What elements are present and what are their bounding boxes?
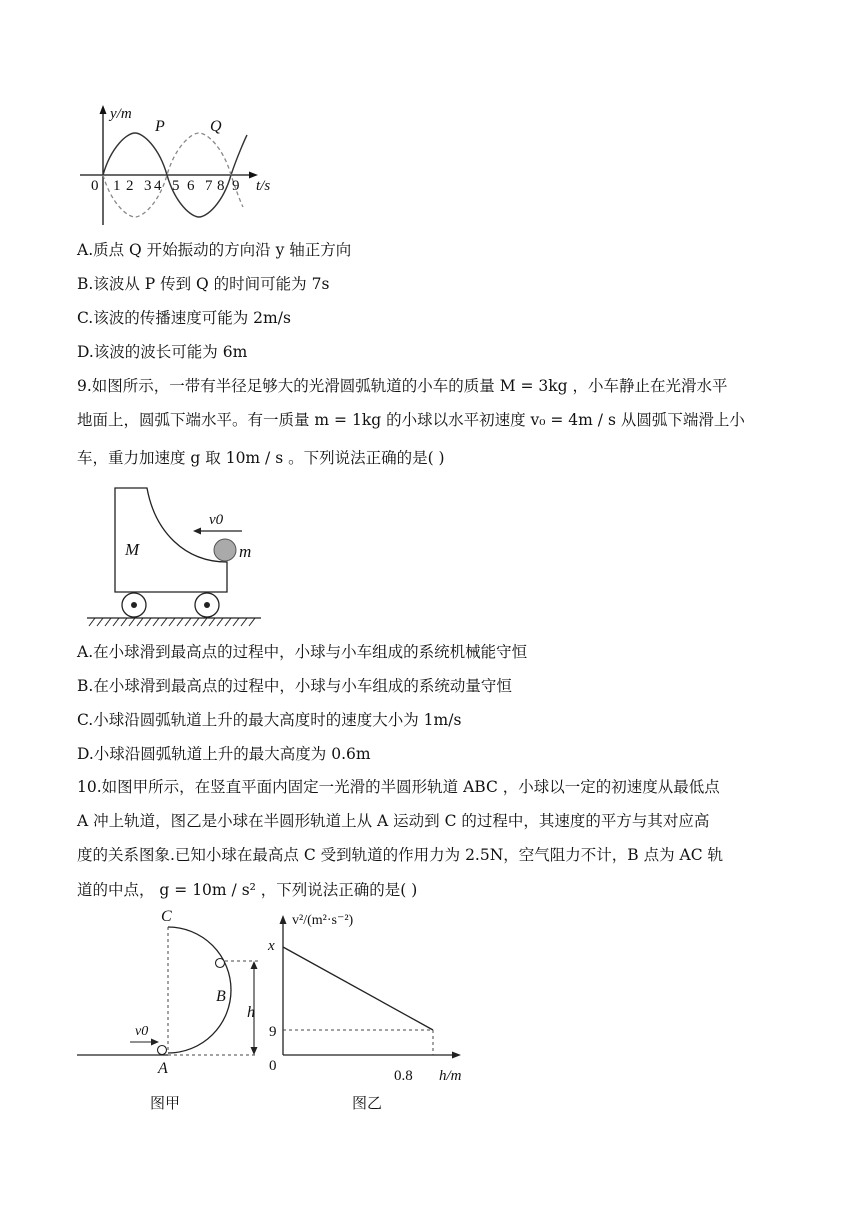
cart-figure (85, 482, 265, 632)
caption-fig-a: 图甲 (150, 1096, 181, 1112)
ball-at-b (216, 959, 225, 968)
q8-option-b: B.该波从 P 传到 Q 的时间可能为 7s (77, 275, 330, 293)
chart-label-9: 9 (269, 1024, 277, 1040)
q8-option-c: C.该波的传播速度可能为 2m/s (77, 309, 291, 327)
wheel-right-hub (204, 602, 210, 608)
velocity-label-v0: v0 (209, 512, 224, 528)
wave-tick-5: 5 (172, 178, 180, 194)
q10-stem-line-3: 度的关系图象.已知小球在最高点 C 受到轨道的作用力为 2.5N，空气阻力不计，B 点为 AC 轨 (77, 846, 724, 864)
q9-option-a: A.在小球滑到最高点的过程中，小球与小车组成的系统机械能守恒 (77, 643, 528, 661)
q9-option-d: D.小球沿圆弧轨道上升的最大高度为 0.6m (77, 745, 371, 763)
wave-figure (75, 95, 290, 230)
wave-axis-y-label: y/m (110, 106, 132, 122)
track-figure (75, 905, 275, 1115)
chart-x-arrow (452, 1052, 461, 1059)
q9-stem-line-1: 9.如图所示，一带有半径足够大的光滑圆弧轨道的小车的质量 M = 3kg ，小车静止在光滑水平 (77, 377, 728, 395)
ground-hatch (89, 618, 255, 626)
wave-tick-2: 2 (126, 178, 134, 194)
chart-label-08: 0.8 (394, 1068, 413, 1084)
q8-option-a: A.质点 Q 开始振动的方向沿 y 轴正方向 (77, 241, 352, 259)
wave-label-p: P (155, 118, 165, 135)
label-c: C (161, 908, 172, 925)
wave-y-arrow (100, 105, 107, 114)
chart-label-0: 0 (269, 1058, 277, 1074)
q10-stem-line-4: 道的中点， g = 10m / s² ，下列说法正确的是( ) (77, 881, 418, 899)
label-h: h (247, 1004, 255, 1021)
chart-x-axis-label: h/m (439, 1068, 462, 1084)
wave-tick-7: 7 (205, 178, 213, 194)
velocity-arrowhead (193, 528, 201, 535)
q9-option-b: B.在小球滑到最高点的过程中，小球与小车组成的系统动量守恒 (77, 677, 512, 695)
wave-tick-6: 6 (187, 178, 195, 194)
wave-tick-4: 4 (154, 178, 162, 194)
wave-origin: 0 (91, 178, 99, 194)
label-b: B (216, 988, 226, 1005)
ball-at-a (158, 1046, 167, 1055)
wave-tick-3: 3 (144, 178, 152, 194)
v2-h-chart (258, 905, 473, 1115)
series-line (283, 947, 433, 1030)
height-arrow-bottom (251, 1047, 258, 1055)
wave-label-q: Q (210, 118, 222, 135)
wave-ticks (113, 178, 240, 194)
ball (214, 539, 236, 561)
height-arrow-top (251, 961, 258, 969)
q8-option-d: D.该波的波长可能为 6m (77, 343, 248, 361)
caption-fig-b: 图乙 (352, 1096, 383, 1112)
wave-tick-9: 9 (232, 178, 240, 194)
label-a: A (158, 1060, 168, 1077)
initial-velocity-arrowhead (151, 1039, 159, 1046)
wheel-left-hub (131, 602, 137, 608)
q10-stem-line-1: 10.如图甲所示，在竖直平面内固定一光滑的半圆形轨道 ABC ，小球以一定的初速度从最低点 (77, 778, 720, 796)
chart-y-axis-label: v²/(m²·s⁻²) (292, 913, 354, 928)
chart-y-arrow (280, 915, 287, 924)
q9-option-c: C.小球沿圆弧轨道上升的最大高度时的速度大小为 1m/s (77, 711, 462, 729)
ball-label-m: m (239, 542, 252, 561)
q10-stem-line-2: A 冲上轨道，图乙是小球在半圆形轨道上从 A 运动到 C 的过程中，其速度的平方与其对应高 (77, 812, 710, 830)
q9-stem-line-3: 车，重力加速度 g 取 10m / s 。下列说法正确的是( ) (77, 449, 445, 467)
label-v0: v0 (135, 1024, 149, 1039)
wave-tick-1: 1 (113, 178, 121, 194)
wave-tick-8: 8 (217, 178, 225, 194)
wave-axis-x-label: t/s (256, 178, 271, 194)
q9-stem-line-2: 地面上，圆弧下端水平。有一质量 m = 1kg 的小球以水平初速度 v₀ = 4m / s 从圆弧下端滑上小 (77, 411, 745, 429)
cart-label-M: M (125, 540, 140, 559)
chart-label-x: x (268, 938, 275, 954)
